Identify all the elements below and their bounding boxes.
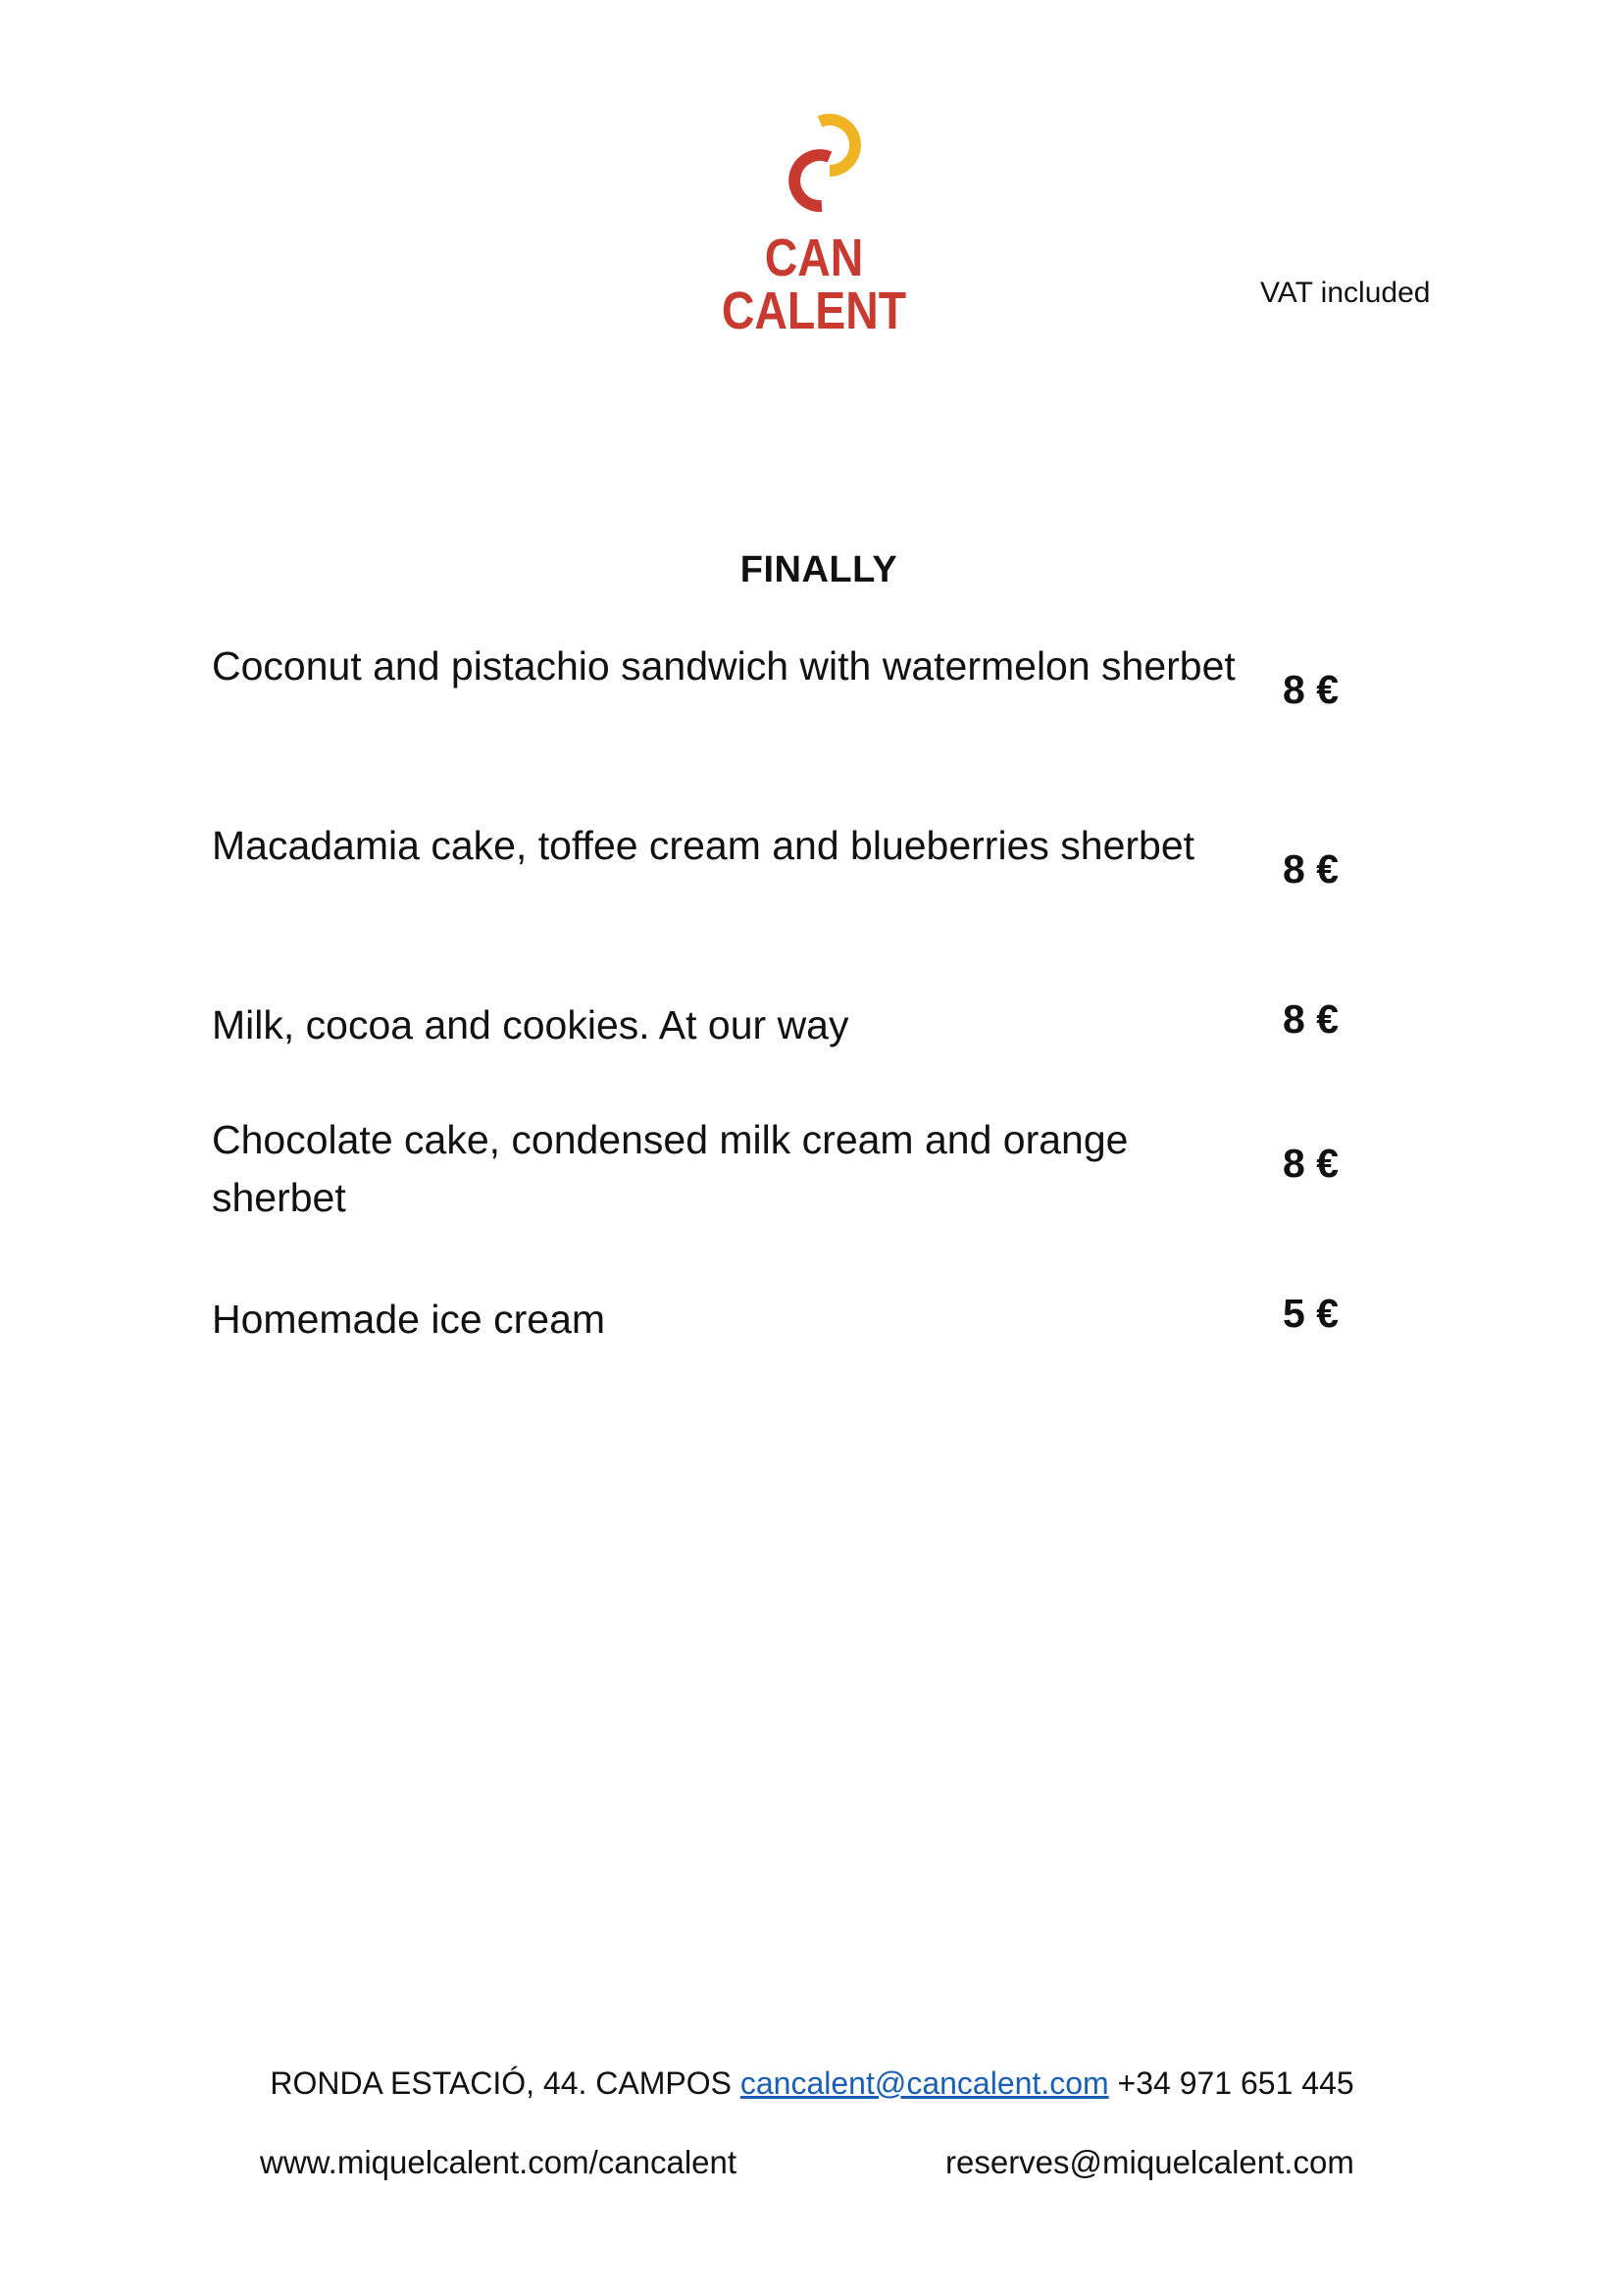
menu-item-name: Homemade ice cream: [212, 1297, 606, 1342]
can-calent-logo-icon: [777, 110, 875, 213]
footer-contact-line: [0, 2065, 1624, 2102]
menu-item-price: 8 €: [1283, 846, 1339, 892]
menu-item-name: Chocolate cake, condensed milk cream and orange sherbet: [212, 1117, 1129, 1220]
menu-item-name: Coconut and pistachio sandwich with watermelon sherbet: [212, 643, 1236, 688]
footer-email-link[interactable]: cancalent@cancalent.com: [739, 2065, 1109, 2101]
menu-item-price: 5 €: [1283, 1291, 1339, 1336]
section-title: FINALLY: [739, 549, 898, 590]
vat-note: VAT included: [1260, 277, 1431, 309]
footer-address: RONDA ESTACIÓ, 44. CAMPOS: [270, 2065, 732, 2101]
footer-website: www.miquelcalent.com/cancalent: [260, 2144, 737, 2180]
brand-logo: [667, 110, 961, 340]
footer-reservations-email: reserves@miquelcalent.com: [945, 2144, 1354, 2180]
footer-phone: +34 971 651 445: [1117, 2065, 1354, 2101]
brand-name: CAN CALENT: [721, 229, 907, 340]
menu-item-name: Macadamia cake, toffee cream and blueberries sherbet: [212, 823, 1195, 868]
menu-item-price: 8 €: [1283, 1141, 1339, 1186]
menu-item-price: 8 €: [1283, 996, 1339, 1042]
menu-item-price: 8 €: [1283, 667, 1339, 712]
menu-item-name: Milk, cocoa and cookies. At our way: [212, 1002, 849, 1047]
